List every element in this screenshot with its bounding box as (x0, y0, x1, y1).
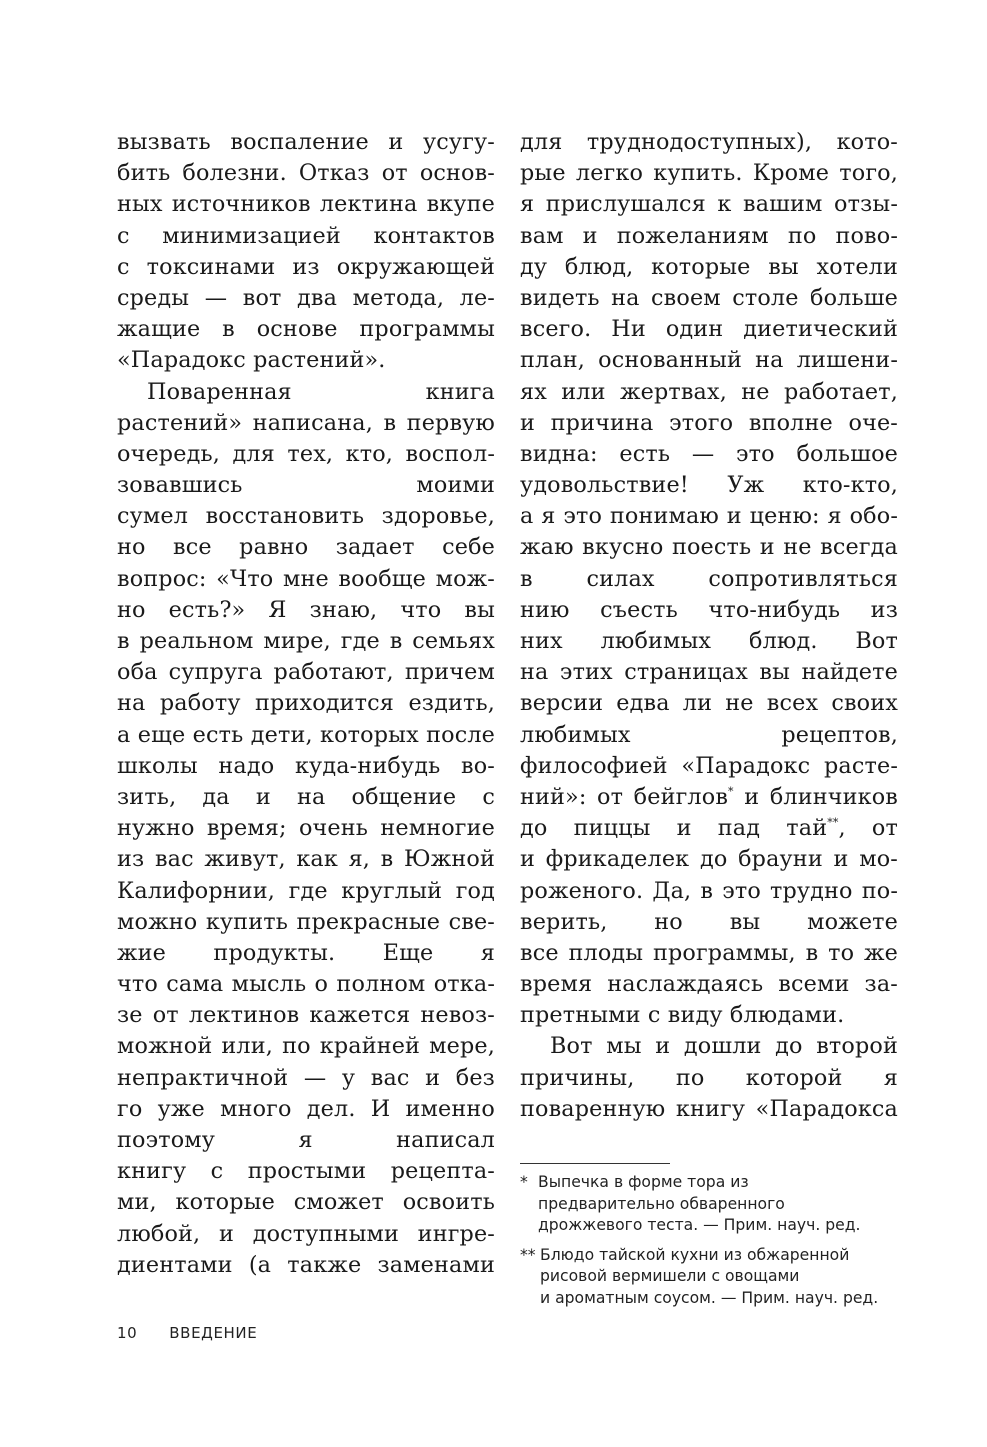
section-title: ВВЕДЕНИЕ (169, 1324, 258, 1342)
footnote-text: Блюдо тайской кухни из обжаренной рисовой вермишели с овощами и ароматным соусом. — Прим. науч. ред. (540, 1245, 879, 1307)
line-tail: , от (838, 815, 898, 842)
text-line: в реальном мире, где в семьях (117, 628, 495, 655)
text-line: с токсинами из окружающей (117, 253, 495, 280)
text-line: из вас живут, как я, в Южной (117, 846, 495, 873)
footnotes (520, 1172, 920, 1317)
text-line: всего. Ни один диетический (520, 316, 898, 343)
footnote-1 (520, 1172, 920, 1237)
text-line: них любимых блюд. Вот (520, 628, 898, 654)
text-line: версии едва ли не всех своих (520, 690, 898, 717)
line-tail: и блинчиков (733, 783, 898, 810)
text-line: Калифорнии, где круглый год (117, 877, 495, 904)
text-line: «Парадокс растений». (117, 347, 386, 374)
text-line: претными с виду блюдами. (520, 1002, 845, 1029)
text-line: и причина этого вполне оче- (520, 409, 898, 436)
line-head: ний»: от бейглов (520, 783, 729, 810)
footnote-divider (520, 1163, 670, 1164)
text-line: ми, которые сможет освоить (117, 1189, 495, 1216)
text-line: план, основанный на лишени- (520, 347, 898, 374)
text-line: книгу с простыми рецепта- (117, 1158, 495, 1185)
text-line: для труднодоступных), кото- (520, 129, 898, 155)
text-line: растений» написана, в первую (117, 409, 495, 436)
text-line: сумел восстановить здоровье, (117, 503, 495, 530)
text-line: видеть на своем столе больше (520, 284, 898, 311)
text-line: философией «Парадокс расте- (520, 752, 898, 779)
text-line: и фрикаделек до брауни и мо- (520, 846, 898, 873)
text-line: зить, да и на общение с (117, 783, 495, 810)
text-line: диентами (а также заменами (117, 1251, 495, 1278)
text-line: а я это понимаю и ценю: я обо- (520, 503, 898, 530)
text-column-right (520, 127, 898, 1125)
text-line: зовавшись моими (117, 472, 495, 499)
text-line: можно купить прекрасные све- (117, 908, 495, 935)
footnote-mark: * (520, 1173, 528, 1191)
text-line: го уже много дел. И именно (117, 1095, 495, 1122)
text-line: любимых рецептов, (520, 721, 898, 748)
paragraph-start-line: Вот мы и дошли до второй (550, 1033, 898, 1060)
text-line-with-footnote (520, 813, 898, 844)
footnote-ref-2[interactable]: ** (827, 816, 839, 830)
text-line: бить болезни. Отказ от основ- (117, 160, 495, 187)
text-line: непрактичной — у вас и без (117, 1064, 495, 1091)
text-line: но все равно задает себе (117, 534, 495, 561)
text-line: вопрос: «Что мне вообще мож- (117, 565, 495, 592)
text-line: жие продукты. Еще я (117, 939, 495, 966)
text-line: время наслаждаясь всеми за- (520, 971, 898, 998)
text-line: зе от лектинов кажется невоз- (117, 1002, 495, 1029)
text-line: роженого. Да, в это трудно по- (520, 877, 898, 904)
text-line: вам и пожеланиям по пово- (520, 222, 898, 249)
text-line: можной или, по крайней мере, (117, 1033, 495, 1060)
paragraph-start-line: Поваренная книга (147, 378, 495, 405)
text-line: очередь, для тех, кто, воспол- (117, 440, 495, 467)
text-line: в силах сопротивляться (520, 565, 898, 592)
text-line: на работу приходится ездить, (117, 690, 495, 717)
footnote-2 (520, 1245, 920, 1310)
text-line: ду блюд, которые вы хотели (520, 253, 898, 280)
text-line: ях или жертвах, не работает, (520, 378, 898, 405)
text-line: жащие в основе программы (117, 316, 495, 343)
footnote-ref-1[interactable]: * (728, 784, 734, 798)
text-line: но есть?» Я знаю, что вы (117, 596, 495, 623)
text-line: с минимизацией контактов (117, 222, 495, 249)
page-footer (117, 1324, 257, 1342)
text-line: все плоды программы, в то же (520, 939, 898, 966)
footnote-mark: ** (520, 1245, 536, 1264)
text-line: ных источников лектина вкупе (117, 191, 495, 218)
footnote-text: Выпечка в форме тора из предварительно обваренного дрожжевого теста. — Прим. науч. ред. (538, 1173, 861, 1234)
text-line: среды — вот два метода, ле- (117, 284, 495, 311)
text-line: школы надо куда-нибудь во- (117, 752, 495, 779)
text-line: нию съесть что-нибудь из (520, 596, 898, 623)
text-line: оба супруга работают, причем (117, 659, 495, 686)
text-line-with-footnote (520, 782, 898, 813)
text-line: причины, по которой я (520, 1064, 898, 1091)
text-line: поэтому я написал (117, 1127, 495, 1154)
text-line: любой, и доступными ингре- (117, 1220, 495, 1247)
text-line: а еще есть дети, которых после (117, 721, 495, 748)
text-line: что сама мысль о полном отка- (117, 971, 495, 998)
text-column-left (117, 127, 495, 1281)
line-head: до пиццы и пад тай (520, 815, 828, 842)
text-line: видна: есть — это большое (520, 440, 898, 467)
page-number: 10 (117, 1324, 138, 1342)
text-line: удовольствие! Уж кто-кто, (520, 472, 898, 499)
text-line: рые легко купить. Кроме того, (520, 160, 898, 187)
text-line: нужно время; очень немногие (117, 815, 495, 842)
text-line: вызвать воспаление и усугу- (117, 129, 495, 155)
text-line: на этих страницах вы найдете (520, 659, 898, 686)
text-line: верить, но вы можете (520, 908, 898, 935)
text-line: жаю вкусно поесть и не всегда (520, 534, 898, 561)
text-line: я прислушался к вашим отзы- (520, 191, 898, 218)
text-line: поваренную книгу «Парадокса (520, 1095, 898, 1122)
